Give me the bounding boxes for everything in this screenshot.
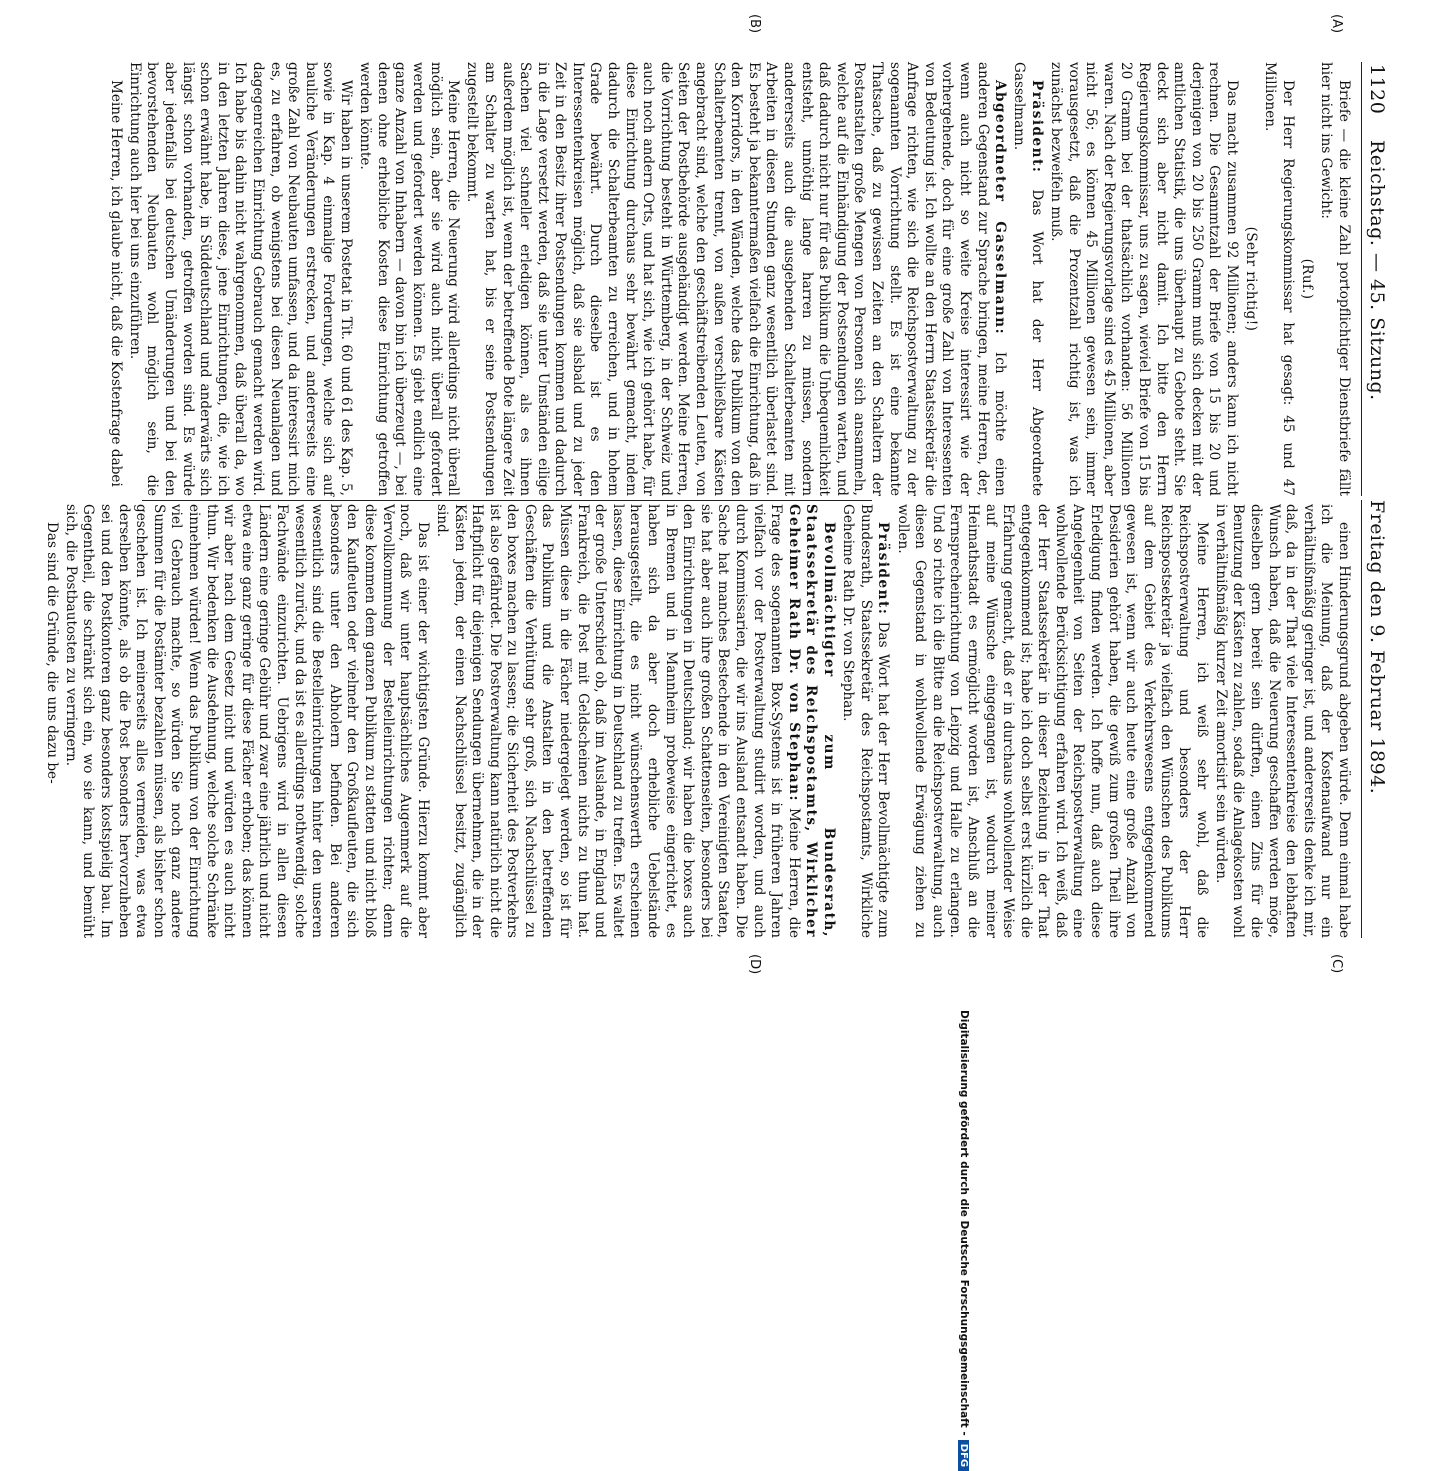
interjection: (Sehr richtig!) xyxy=(1243,226,1260,332)
header-date: Freitag den 9. Februar 1894. xyxy=(1366,500,1388,795)
header-rule-left xyxy=(1361,62,1362,496)
speaker-paragraph: Abgeordneter Gasselmann: Ich möchte einen anderen Gegenstand zur Sprache bringen, meine Herren, der, wenn auch nicht so weite Kreise interessirt wie der vorhergehende, doch für eine große Zahl von Interessenten von Bedeutung ist. Ich wollte an den Herrn Staatssekretär die Anfrage richten, wie sich die Reichspostverwaltung zu der sogenannten Vorrichtung stellt. Es ist eine bekannte Thatsache, daß zu gewissen Zeiten an den Schaltern der Postanstalten große Mengen von Personen sich ansammeln, welche auf die Einhändigung der Postsendungen warten, und daß dadurch nicht nur für das Publikum die Unbequemlichkeit entsteht, unnöthig lange harren zu müssen, sondern andererseits auch die ausgebenden Schalterbeamten mit Arbeiten in diesen Stunden ganz wesentlich überlastet sind. Es besteht ja bekanntermaßen vielfach die Einrichtung, daß in den Korridors, in den Wänden, welche das Publikum von den Schalterbeamten trennt, von außen verschließbare Kästen angebracht sind, welche den geschäftstreibenden Leuten, von Seiten der Postbehörde ausgehändigt werden. Meine Herren, die Vorrichtung besteht in Württemberg, in der Schweiz und auch noch andern Orts, und hat sich, wie ich gehört habe, für diese Einrichtung durchaus sehr bewährt gemacht, indem dadurch die Schalterbeamten zu erreichen, und in hohem Grade bewährt. Durch dieselbe ist es den Interessentenkreisen möglich, daß sie alsbald und zu jeder Zeit in den Besitz ihrer Postsendungen kommen und dadurch in die Lage versetzt werden, daß sie unter Umständen eilige Sachen viel schneller erledigen können, als es ihnen außerdem möglich ist, wenn der betreffende Bote längere Zeit am Schalter zu warten hat, bis er seine Postsendungen zugestellt bekommt. xyxy=(464,62,1009,496)
column-divider xyxy=(142,500,872,501)
interjection: (Ruf.) xyxy=(1299,258,1316,300)
speaker-paragraph: Präsident: Das Wort hat der Herr Bevollmächtigte zum Bundesrath, Staatssekretär des Reichspostamts, Wirkliche Geheime Rath Dr. von Stephan. xyxy=(840,504,892,938)
digitization-credit xyxy=(958,1010,970,1468)
margin-mark-a: (A) xyxy=(1329,14,1344,34)
paragraph: Wir haben in unserem Postetat in Tit. 60 und 61 des Kap. 5, sowie in Kap. 4 einmalige Forderungen, welche sich auf bauliche Veränderungen erstrecken, und andererseits eine große Zahl von Neubauten umfassen, und da interessirt mich es, zu erfahren, ob wenigstens bei diesen Neuanlagen und dagegenreichen Einrichtung Gebrauch gemacht werden wird. Ich habe bis dahin nicht wahrgenommen, daß überall da, wo in den letzten Jahren diese, jene Einrichtungen, die, wie ich schon erwähnt habe, in Süddeutschland und anderwärts sich längst schon vorhanden, getroffen worden sind. Es würde aber jedenfalls bei deutschen Umänderungen und bei den bevorstehenden Neubauten wohl möglich sein, die Einrichtung auch hier bei uns einzuführen. xyxy=(126,62,354,496)
page-header xyxy=(1362,0,1432,1000)
speaker-paragraph: Präsident: Das Wort hat der Herr Abgeordnete Gasselmann. xyxy=(1011,62,1045,496)
paragraph: einen Hinderungsgrund abgeben würde. Denn einmal habe ich die Meinung, daß der Kostenaufwand nur ein verhältnißmäßig geringer ist, und andererseits denke ich mir, daß, da in der That viele Interessentenkreise den lebhaften Wunsch haben, daß die Neuerung geschaffen werden möge, dieselben gern bereit sein dürften, einen Zins für die Benutzung der Kästen zu zahlen, sodaß die Anlagekosten wohl in verhältnißmäßig kurzer Zeit amortisirt sein würden. xyxy=(1212,504,1352,938)
paragraph: Das macht zusammen 92 Millionen; anders kann ich nicht rechnen. Die Gesammtzahl der Briefe von 15 bis 20 und derjenigen von 20 bis 250 Gramm muß sich decken mit der amtlichen Statistik, die uns überhaupt zu Gebote steht. Sie deckt sich aber nicht damit. Ich bitte den Herrn Regierungskommissar, uns zu sagen, wieviel Briefe von 15 bis 20 Gramm bei der thatsächlich vorhanden: 56 Millionen waren. Nach der Regierungsvorlage sind es 45 Millionen, aber nicht 56; es können 45 Millionen gewesen sein, immer vorausgesetzt, daß die Prozentzahl richtig ist, was ich zunächst bezweifeln muß. xyxy=(1048,62,1241,496)
margin-mark-c: (C) xyxy=(1329,954,1344,974)
dfg-logo: DFG xyxy=(958,1440,969,1471)
credit-text: Digitalisierung gefördert durch die Deutsche Forschungsgemeinschaft - xyxy=(958,1010,970,1436)
paragraph: Briefe — die kleine Zahl portopflichtiger Dienstbriefe fällt hier nicht ins Gewicht: xyxy=(1318,62,1352,496)
paragraph: Das sind die Gründe, die uns dazu be- xyxy=(43,522,60,784)
margin-mark-b: (B) xyxy=(747,14,762,34)
paragraph: Meine Herren, die Neuerung wird allerdings nicht überall möglich sein, aber sie wird auch nicht überall gefordert werden und gefordert werden können. Es giebt endlich eine ganze Anzahl von Inhabern — davon bin ich überzeugt —, bei denen ohne erhebliche Kosten diese Einrichtung getroffen werden könnte. xyxy=(357,62,462,496)
left-column xyxy=(96,62,1352,496)
right-column xyxy=(43,504,1352,938)
speaker-name: Abgeordneter Gasselmann: xyxy=(992,80,1009,336)
paragraph: Das ist einer der wichtigsten Gründe. Hierzu kommt aber noch, daß wir unter hauptsächliches Augenmerk auf die Vervollkommnung der Bestelleinrichtungen richten; denn diese kommen dem ganzen Publikum zu statten und nicht bloß den Kaufleuten oder vielmehr den Großkaufleuten, die sich besonders unter den Abholern befinden. Bei anderen wesentlich sind die Bestelleinrichtungen hinter den unseren wesentlich zurück, und da ist es allerdings nothwendig, solche Fachwände einzurichten. Uebrigens wird in allen diesen Ländern eine geringe Gebühr und zwar eine jährlich und nicht etwa eine ganz geringe für diese Fächer erhoben; das können wir aber nach dem Gesetz nicht und würden es auch nicht thun. Wir bedenken die Ausdehnung, welche solche Schränke einnehmen würden! Wenn das Publikum von der Einrichtung viel Gebrauch machte, so würden Sie noch ganz andere Summen für die Postämter bezahlen müssen, als bisher schon geschehen ist. Ich meinerseits alles vermeiden, was etwa derselben könnte, als ob die Post besonders hervorzuheben sei und den Postkontoren ganz besonders kostspielig bau. Im Gegentheil, die schränkt sich ein, wo sie kann, und bemüht sich, die Postbautosten zu verringern. xyxy=(62,504,431,938)
speaker-paragraph: Bevollmächtigter zum Bundesrath, Staatssekretär des Reichspostamts, Wirklicher Geheimer Rath Dr. von Stephan: Meine Herren, die Frage des sogenannten Box-Systems ist in früheren Jahren vielfach vor der Postverwaltung studirt worden, und auch durch Kommissarien, die wir ins Ausland entsandt haben. Die Sache hat manches Bestechende in den Vereinigten Staaten, sie hat aber auch ihre großen Schattenseiten, besonders bei den Einrichtungen in Deutschland; wir haben die boxes auch in Bremen und in Mannheim probeweise eingerichtet, es haben sich da aber doch erhebliche Uebelstände herausgestellt, die es nicht wünschenswerth erscheinen lassen, diese Einrichtung in Deutschland zu treffen. Es waltet der große Unterschied ob, daß im Auslande, in England und Frankreich, die Post mit Geldscheinen nichts zu thun hat. Müssen diese in die Fächer niedergelegt werden, so ist für das Publikum und die Anstalten in den betreffenden Geschäften die Verhütung sehr groß, sich Nachschlüssel zu den boxes machen zu lassen; die Sicherheit des Postverkehrs ist also gefährdet. Die Postverwaltung kann natürlich nicht die Haftpflicht für diejenigen Sendungen übernehmen, die in der Kästen jedem, der einen Nachschlüssel besitzt, zugänglich sind. xyxy=(433,504,837,938)
header-title-left: Reichstag. — 45. Sitzung. xyxy=(1366,140,1388,401)
speaker-name: Bevollmächtigter zum Bundesrath, Staatssekretär des Reichspostamts, Wirklicher Geheimer Rath Dr. von Stephan: xyxy=(785,504,837,938)
paragraph: Meine Herren, ich weiß sehr wohl, daß die Reichspostverwaltung und besonders der Herr Reichspostsekretär ja vielfach den Wünschen des Publikums auf dem Gebiet des Verkehrswesens entgegenkommend gewesen ist, wenn wir auch heute eine große Anzahl von Desiderien gehört haben, die gewiß zum großen Theil ihre Erledigung finden werden. Ich hoffe nun, daß auch diese Angelegenheit von Seiten der Reichspostverwaltung eine wohlwollende Berücksichtigung erfahren wird. Ich weiß, daß der Herr Staatssekretär in dieser Beziehung in der That entgegenkommend ist; habe ich doch selbst erst kürzlich die Erfahrung gemacht, daß er in durchaus wohlwollender Weise auf meine Wünsche eingegangen ist, wodurch meiner Heimathsstadt es ermöglicht worden ist, Anschluß an die Fernsprecheinrichtung von Leipzig und Halle zu erlangen. Und so richte ich die Bitte an die Reichspostverwaltung, auch diesen Gegenstand in wohlwollende Erwägung ziehen zu wollen. xyxy=(894,504,1210,938)
header-rule-right xyxy=(1361,500,1362,938)
speaker-name: Präsident: xyxy=(875,522,892,616)
speaker-name: Präsident: xyxy=(1028,80,1045,174)
paragraph: Meine Herren, ich glaube nicht, daß die Kostenfrage dabei xyxy=(107,80,124,487)
page-number: 1120 xyxy=(1366,64,1388,115)
margin-mark-d: (D) xyxy=(747,954,762,975)
paragraph: Der Herr Regierungskommissar hat gesagt: 45 und 47 Millionen. xyxy=(1262,62,1297,496)
